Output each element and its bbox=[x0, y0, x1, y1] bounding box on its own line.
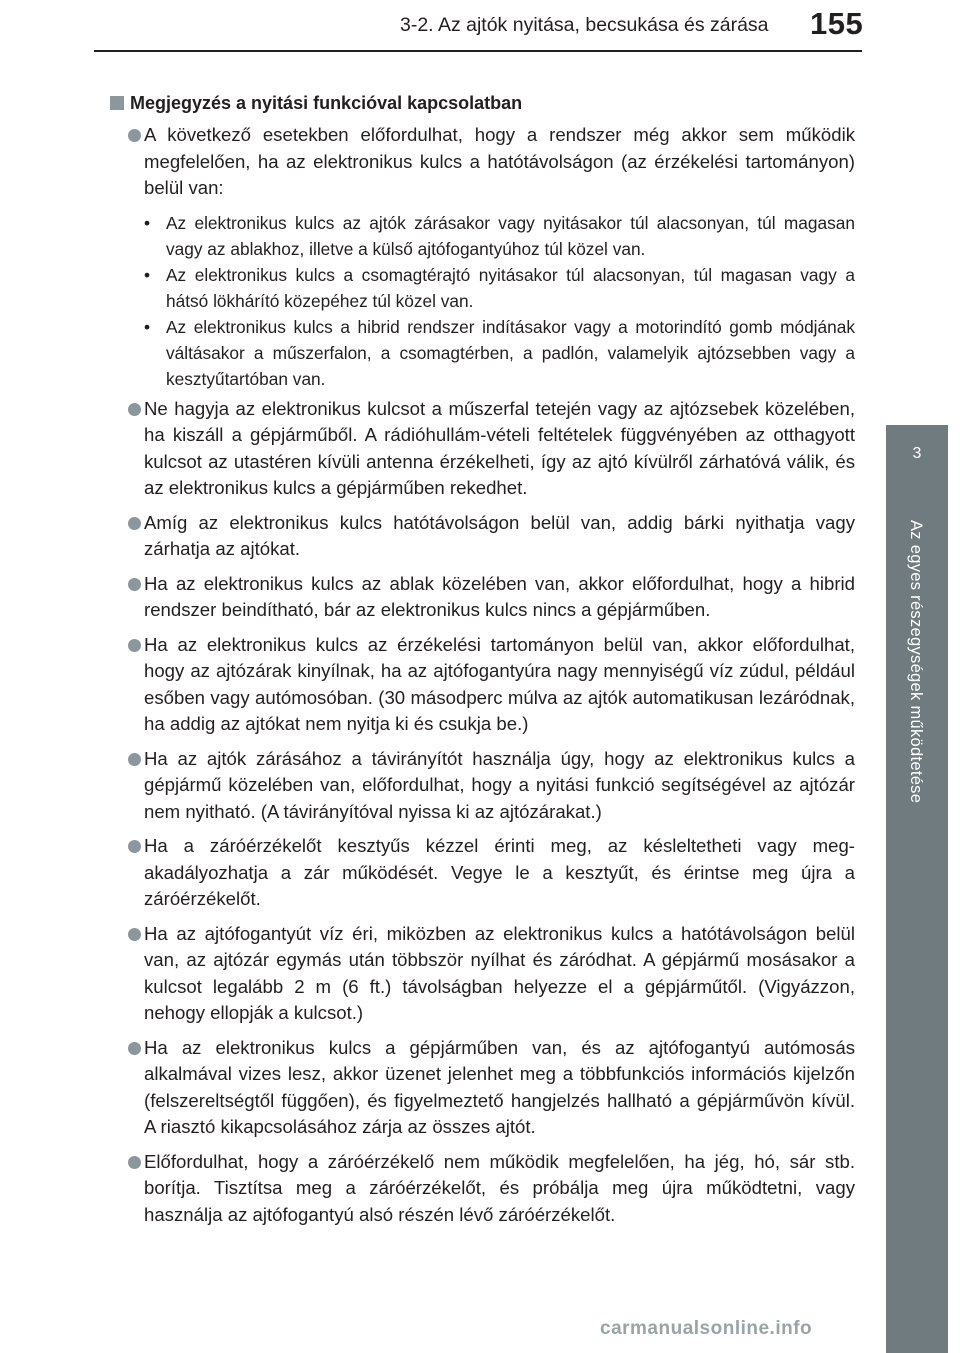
note-text: A következő esetekben előfordulhat, hogy a rendszer még akkor sem működik megfelelően, ha az elektronikus kulcs a hatótávolságon (az érzékelési tartományon) belül van: bbox=[144, 124, 855, 198]
note-text: Ne hagyja az elektronikus kulcsot a műszerfal tetején vagy az ajtózsebek közelében, ha kiszáll a gépjárműből. A rádióhullám-vételi feltételek függvényében az otthagyott kulcsot az utastéren kívüli antenna érzékelheti, így az ajtó kívülről zárhatóvá válik, és az elektronikus kulcs a gépjárműben rekedhet. bbox=[144, 397, 855, 498]
round-bullet-icon bbox=[128, 403, 141, 416]
dot-bullet-icon: • bbox=[144, 316, 151, 337]
round-bullet-icon bbox=[128, 928, 141, 941]
note-item bbox=[110, 1035, 855, 1141]
chapter-label: Az egyes részegységek működtetése bbox=[907, 520, 925, 804]
chapter-tab bbox=[886, 425, 948, 507]
dot-bullet-icon: • bbox=[144, 212, 151, 233]
section-heading-text: Megjegyzés a nyitási funkcióval kapcsolatban bbox=[130, 93, 523, 113]
sub-list-item bbox=[144, 262, 855, 314]
note-text: Ha az elektronikus kulcs az érzékelési tartományon belül van, akkor előfordulhat, hogy az ajtózárak kinyílnak, ha az ajtófogantyúra nagy mennyiségű víz zúdul, például esőben vagy autómosóban. (30 másodperc múlva az ajtók automatikusan lezáródnak, ha addig az ajtókat nem nyitja ki és csukja be.) bbox=[144, 633, 855, 734]
note-item bbox=[110, 122, 855, 202]
sub-list-item bbox=[144, 210, 855, 262]
sub-list bbox=[144, 210, 855, 392]
round-bullet-icon bbox=[128, 129, 141, 142]
sub-list-item bbox=[144, 314, 855, 392]
watermark[interactable]: carmanualsonline.info bbox=[600, 1318, 813, 1339]
round-bullet-icon bbox=[128, 578, 141, 591]
note-text: Amíg az elektronikus kulcs hatótávolságon belül van, addig bárki nyithatja vagy zárhatja az ajtókat. bbox=[144, 511, 855, 559]
round-bullet-icon bbox=[128, 1156, 141, 1169]
header-rule bbox=[94, 50, 862, 52]
sub-item-text: Az elektronikus kulcs a csomagtérajtó nyitásakor túl alacsonyan, túl magasan vagy a hátsó lökhárító közepéhez túl közel van. bbox=[166, 264, 855, 311]
sub-item-text: Az elektronikus kulcs a hibrid rendszer indításakor vagy a motorindító gomb módjának váltásakor a műszerfalon, a csomagtérben, a padlón, valamelyik ajtózsebben vagy a kesztyűtartóban van. bbox=[166, 316, 855, 389]
section-heading bbox=[110, 91, 855, 115]
note-item bbox=[110, 510, 855, 563]
dot-bullet-icon: • bbox=[144, 264, 151, 285]
note-item bbox=[110, 746, 855, 826]
note-text: Ha a záróérzékelőt kesztyűs kézzel érinti meg, az késleltetheti vagy megakadályozhatja a zár működését. Vegye le a kesztyűt, és érintse meg újra a záróérzékelőt. bbox=[144, 835, 855, 909]
sub-item-text: Az elektronikus kulcs az ajtók zárásakor vagy nyitásakor túl alacsonyan, túl magasan vagy az ablakhoz, illetve a külső ajtófogantyúhoz túl közel van. bbox=[166, 212, 855, 259]
note-text: Előfordulhat, hogy a záróérzékelő nem működik megfelelően, ha jég, hó, sár stb. borítja. Tisztítsa meg a záróérzékelőt, és próbálja meg újra működtetni, vagy használja az ajtófogantyú alsó részén lévő záróérzékelőt. bbox=[144, 1150, 855, 1225]
note-item bbox=[110, 921, 855, 1027]
note-item bbox=[110, 571, 855, 624]
main-content bbox=[110, 91, 855, 1236]
square-bullet-icon bbox=[110, 96, 124, 110]
round-bullet-icon bbox=[128, 639, 141, 652]
note-item bbox=[110, 1149, 855, 1229]
round-bullet-icon bbox=[128, 753, 141, 766]
round-bullet-icon bbox=[128, 517, 141, 530]
note-item bbox=[110, 632, 855, 738]
note-text: Ha az elektronikus kulcs az ablak közelében van, akkor előfordulhat, hogy a hibrid rendszer beindítható, bár az elektronikus kulcs nincs a gépjárműben. bbox=[144, 572, 855, 620]
note-item bbox=[110, 833, 855, 913]
header-title: 3-2. Az ajtók nyitása, becsukása és zárása bbox=[400, 14, 769, 36]
note-item bbox=[110, 396, 855, 502]
note-text: Ha az ajtók zárásához a távirányítót használja úgy, hogy az elektronikus kulcs a gépjármű közelében van, előfordulhat, hogy a nyitási funkció segítségével az ajtózár nem nyitható. (A távirányítóval nyissa ki az ajtózárakat.) bbox=[144, 747, 855, 822]
note-text: Ha az ajtófogantyút víz éri, miközben az elektronikus kulcs a hatótávolságon belül van, az ajtózár egymás után többször nyílhat és záródhat. A gépjármű mosásakor a kulcsot legalább 2 m (6 ft.) távolságban helyezze el a gépjárműtől. (Vigyázzon, nehogy ellopják a kulcsot.) bbox=[144, 922, 855, 1023]
note-text: Ha az elektronikus kulcs a gépjárműben van, és az ajtófogantyú autómosás alkalmával vizes lesz, akkor üzenet jelenhet meg a többfunkciós információs kijelzőn (felszereltségtől függően), és figyelmeztető hangjelzés hallható a gépjárművön kívül. A riasztó kikapcsolásához zárja az összes ajtót. bbox=[144, 1036, 855, 1137]
chapter-number: 3 bbox=[912, 445, 922, 462]
round-bullet-icon bbox=[128, 1042, 141, 1055]
round-bullet-icon bbox=[128, 840, 141, 853]
page-number: 155 bbox=[810, 6, 864, 41]
